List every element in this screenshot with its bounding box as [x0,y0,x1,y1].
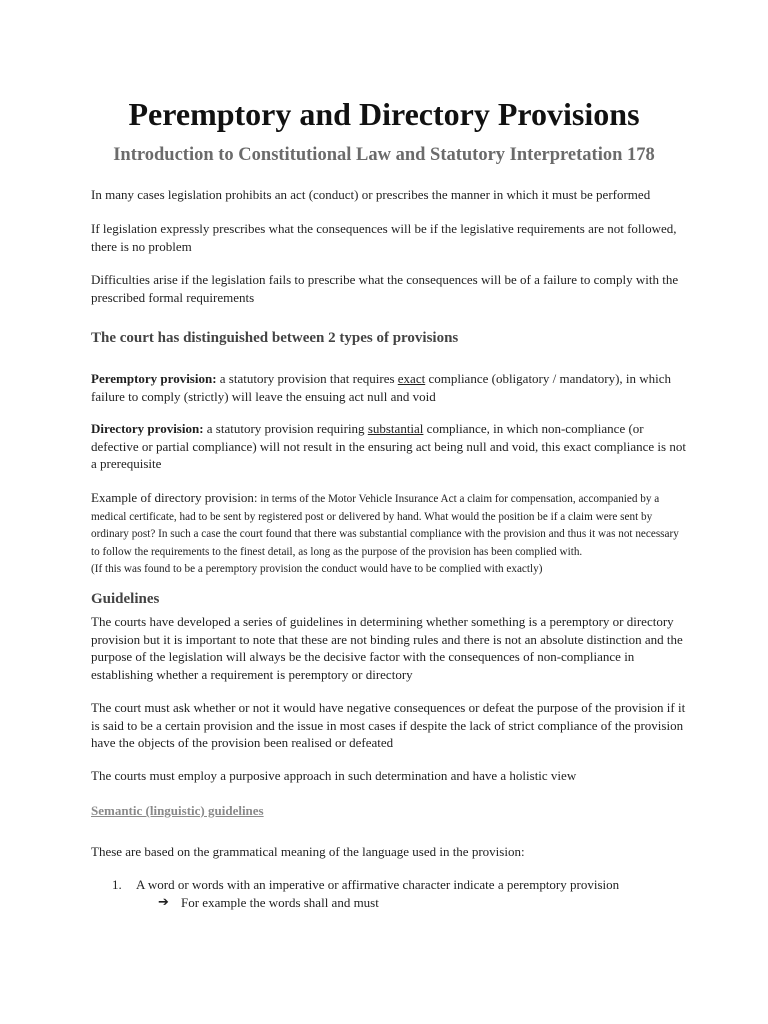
subheading-semantic-guidelines[interactable]: Semantic (linguistic) guidelines [91,803,264,818]
definition-peremptory [91,370,687,405]
emphasis-exact: exact [397,371,426,386]
arrow-right-icon: ➔ [158,895,169,910]
definition-text: compliance (obligatory / mandatory), in which failure to comply (strictly) will leave the ensuing act null and void [91,371,672,404]
list-item: A word or words with an imperative or affirmative character indicate a peremptory provision [136,877,620,892]
section-heading-guidelines: Guidelines [91,591,160,607]
example-body: in terms of the Motor Vehicle Insurance Act a claim for compensation, accompanied by a medical certificate, had to be sent by registered post or delivered by hand. What would the position be if a claim were sent by ordinary post? In such a case the court found that there was substantial compliance with the provision and thus it was not necessary to follow the requirements to the finest detail, as long as the purpose of the provision has been complied with. [91,493,679,558]
page-title: Peremptory and Directory Provisions [128,96,640,132]
definition-text: a statutory provision that requires [216,371,398,386]
paragraph-intro: In many cases legislation prohibits an act (conduct) or prescribes the manner in which it must be performed [91,187,651,202]
list-subitem: For example the words shall and must [181,895,379,910]
definition-text: a statutory provision requiring [203,421,368,436]
paragraph-difficulties: Difficulties arise if the legislation fails to prescribe what the consequences will be of a failure to comply with the prescribed formal requirements [91,272,679,305]
list-number: 1. [112,877,122,892]
definition-text: compliance, in which non-compliance (or defective or partial compliance) will not result in the ensuring act being null and void, this exact compliance is not a prerequisite [91,421,686,471]
paragraph-guidelines-2: The court must ask whether or not it would have negative consequences or defeat the purpose of the provision if it is said to be a certain provision and the issue in most cases if despite the lack of strict compliance of the provision have the objects of the provision been realised or defeated [91,700,686,750]
example-note: (If this was found to be a peremptory provision the conduct would have to be complied with exactly) [91,563,543,575]
example-paragraph [91,489,687,579]
paragraph-semantic-intro: These are based on the grammatical meaning of the language used in the provision: [91,844,525,859]
paragraph-guidelines-1: The courts have developed a series of guidelines in determining whether something is a peremptory or directory provision but it is important to note that these are not binding rules and there is not an absolute distinction and the purpose of the legislation will always be the decisive factor with the consequences of non-compliance in establishing whether a requirement is peremptory or directory [91,614,683,682]
term-directory: Directory provision: [91,421,204,436]
paragraph-guidelines-3: The courts must employ a purposive approach in such determination and have a holistic view [91,768,577,783]
emphasis-substantial: substantial [367,421,424,436]
section-heading-types: The court has distinguished between 2 types of provisions [91,330,459,346]
example-lead: Example of directory provision: [91,490,258,505]
paragraph-express-consequences: If legislation expressly prescribes what the consequences will be if the legislative requirements are not followed, there is no problem [91,221,677,254]
page-subtitle: Introduction to Constitutional Law and Statutory Interpretation 178 [113,145,655,165]
term-peremptory: Peremptory provision: [91,371,217,386]
definition-directory [91,420,687,473]
